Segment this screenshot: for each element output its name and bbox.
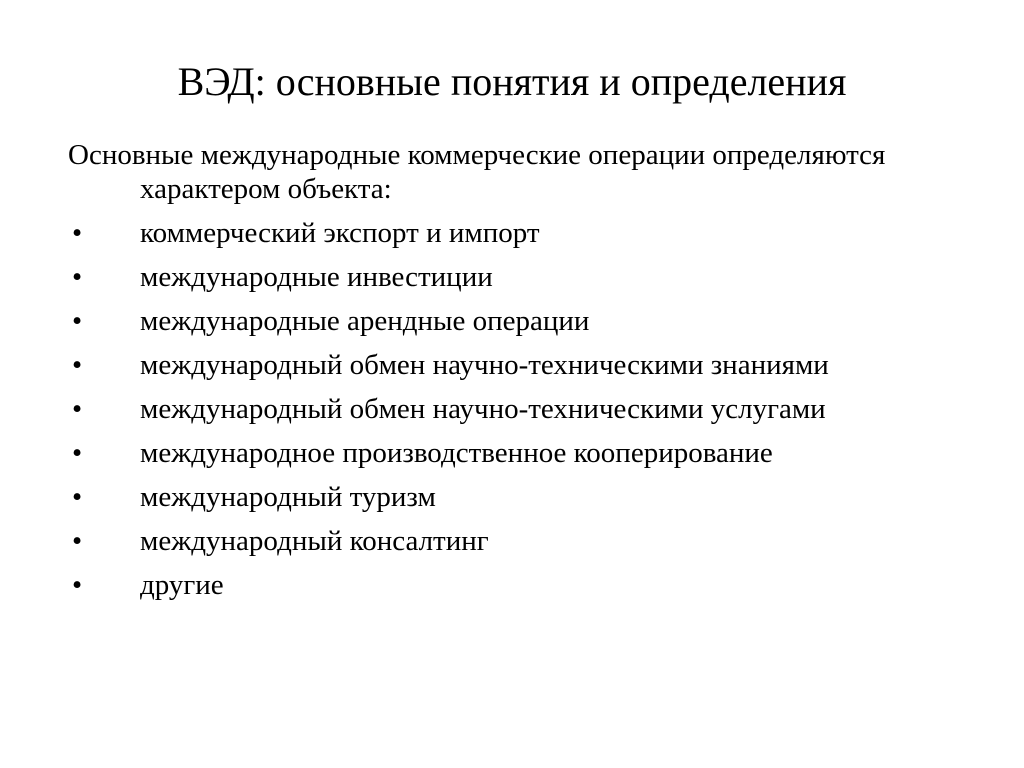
bullet-icon: •	[72, 349, 83, 381]
list-item	[68, 480, 968, 514]
bullet-icon: •	[72, 261, 83, 293]
bullet-icon: •	[72, 481, 83, 513]
list-item	[68, 436, 968, 470]
slide-title: ВЭД: основные понятия и определения	[177, 59, 847, 104]
slide-content	[68, 138, 968, 612]
intro-text: Основные международные коммерческие операции определяются характером объекта:	[68, 139, 886, 205]
list-item	[68, 348, 968, 382]
list-item-text: международный обмен научно-техническими услугами	[140, 393, 826, 425]
list-item-text: международные инвестиции	[140, 261, 493, 293]
list-item	[68, 524, 968, 558]
bullet-icon: •	[72, 525, 83, 557]
bullet-icon: •	[72, 569, 83, 601]
list-item	[68, 304, 968, 338]
list-item-text: коммерческий экспорт и импорт	[140, 217, 540, 249]
bullet-icon: •	[72, 393, 83, 425]
list-item	[68, 260, 968, 294]
bullet-icon: •	[72, 217, 83, 249]
bullet-icon: •	[72, 437, 83, 469]
list-item-text: международное производственное кооперирование	[140, 437, 773, 469]
list-item	[68, 568, 968, 602]
list-item	[68, 392, 968, 426]
list-item-text: международный обмен научно-техническими знаниями	[140, 349, 829, 381]
list-item-text: международный туризм	[140, 481, 436, 513]
list-item-text: международные арендные операции	[140, 305, 590, 337]
list-item-text: другие	[140, 569, 224, 601]
bullet-list	[68, 216, 968, 602]
list-item-text: международный консалтинг	[140, 525, 489, 557]
list-item	[68, 216, 968, 250]
bullet-icon: •	[72, 305, 83, 337]
